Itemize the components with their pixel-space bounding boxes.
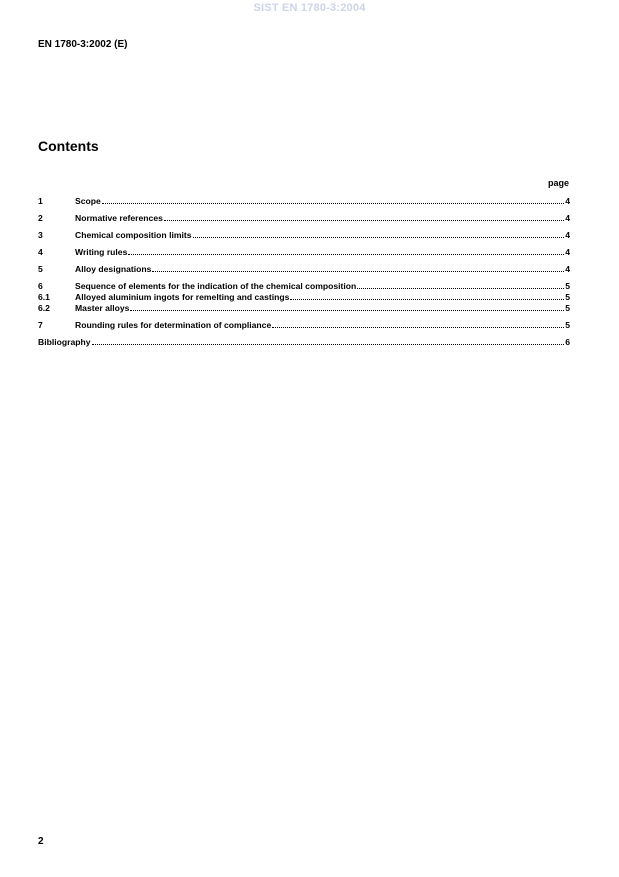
toc-entry-title: Chemical composition limits xyxy=(75,230,192,240)
toc-entry-title: Scope xyxy=(75,196,101,206)
toc-entry-page: 4 xyxy=(565,196,570,206)
toc-entry-normative-references[interactable] xyxy=(38,213,570,224)
toc-dot-leader xyxy=(164,220,564,221)
toc-entry-title: Normative references xyxy=(75,213,163,223)
toc-entry-number: 6.1 xyxy=(38,292,50,302)
toc-entry-title: Sequence of elements for the indication of the chemical composition xyxy=(75,281,357,291)
toc-entry-number: 2 xyxy=(38,213,43,223)
toc-entry-title: Alloyed aluminium ingots for remelting and castings xyxy=(75,292,290,302)
toc-entry-page: 5 xyxy=(565,303,570,313)
toc-dot-leader xyxy=(92,344,565,345)
toc-entry-page: 5 xyxy=(565,320,570,330)
toc-entry-page: 4 xyxy=(565,264,570,274)
toc-entry-title: Bibliography xyxy=(38,337,91,347)
toc-dot-leader xyxy=(272,327,564,328)
toc-entry-alloy-designations[interactable] xyxy=(38,264,570,275)
document-reference: EN 1780-3:2002 (E) xyxy=(38,39,128,50)
table-of-contents xyxy=(38,196,570,348)
toc-dot-leader xyxy=(102,203,564,204)
toc-entry-page: 4 xyxy=(565,247,570,257)
toc-entry-number: 6 xyxy=(38,281,43,291)
toc-entry-number: 7 xyxy=(38,320,43,330)
toc-entry-title: Alloy designations xyxy=(75,264,152,274)
toc-dot-leader xyxy=(130,310,564,311)
toc-entry-page: 4 xyxy=(565,213,570,223)
toc-entry-scope[interactable] xyxy=(38,196,570,207)
toc-entry-rounding-rules[interactable] xyxy=(38,320,570,331)
toc-entry-number: 4 xyxy=(38,247,43,257)
toc-entry-page: 5 xyxy=(565,281,570,291)
toc-entry-alloyed-aluminium-ingots[interactable] xyxy=(38,292,570,303)
page-number: 2 xyxy=(38,836,44,847)
toc-dot-leader xyxy=(290,299,564,300)
toc-entry-number: 5 xyxy=(38,264,43,274)
toc-entry-writing-rules[interactable] xyxy=(38,247,570,258)
toc-entry-sequence-of-elements[interactable] xyxy=(38,281,570,292)
toc-dot-leader xyxy=(128,254,564,255)
watermark: SIST EN 1780-3:2004 xyxy=(253,2,366,14)
toc-entry-title: Master alloys xyxy=(75,303,130,313)
page-column-label: page xyxy=(547,178,569,188)
toc-entry-page: 5 xyxy=(565,292,570,302)
toc-dot-leader xyxy=(357,288,564,289)
toc-entry-chemical-composition-limits[interactable] xyxy=(38,230,570,241)
contents-heading: Contents xyxy=(38,138,99,154)
toc-entry-number: 1 xyxy=(38,196,43,206)
toc-entry-bibliography[interactable] xyxy=(38,337,570,348)
toc-entry-number: 3 xyxy=(38,230,43,240)
toc-entry-title: Writing rules xyxy=(75,247,128,257)
toc-dot-leader xyxy=(152,271,564,272)
toc-dot-leader xyxy=(193,237,565,238)
toc-entry-master-alloys[interactable] xyxy=(38,303,570,314)
toc-entry-title: Rounding rules for determination of compliance xyxy=(75,320,272,330)
toc-entry-page: 6 xyxy=(565,337,570,347)
toc-entry-page: 4 xyxy=(565,230,570,240)
toc-entry-number: 6.2 xyxy=(38,303,50,313)
